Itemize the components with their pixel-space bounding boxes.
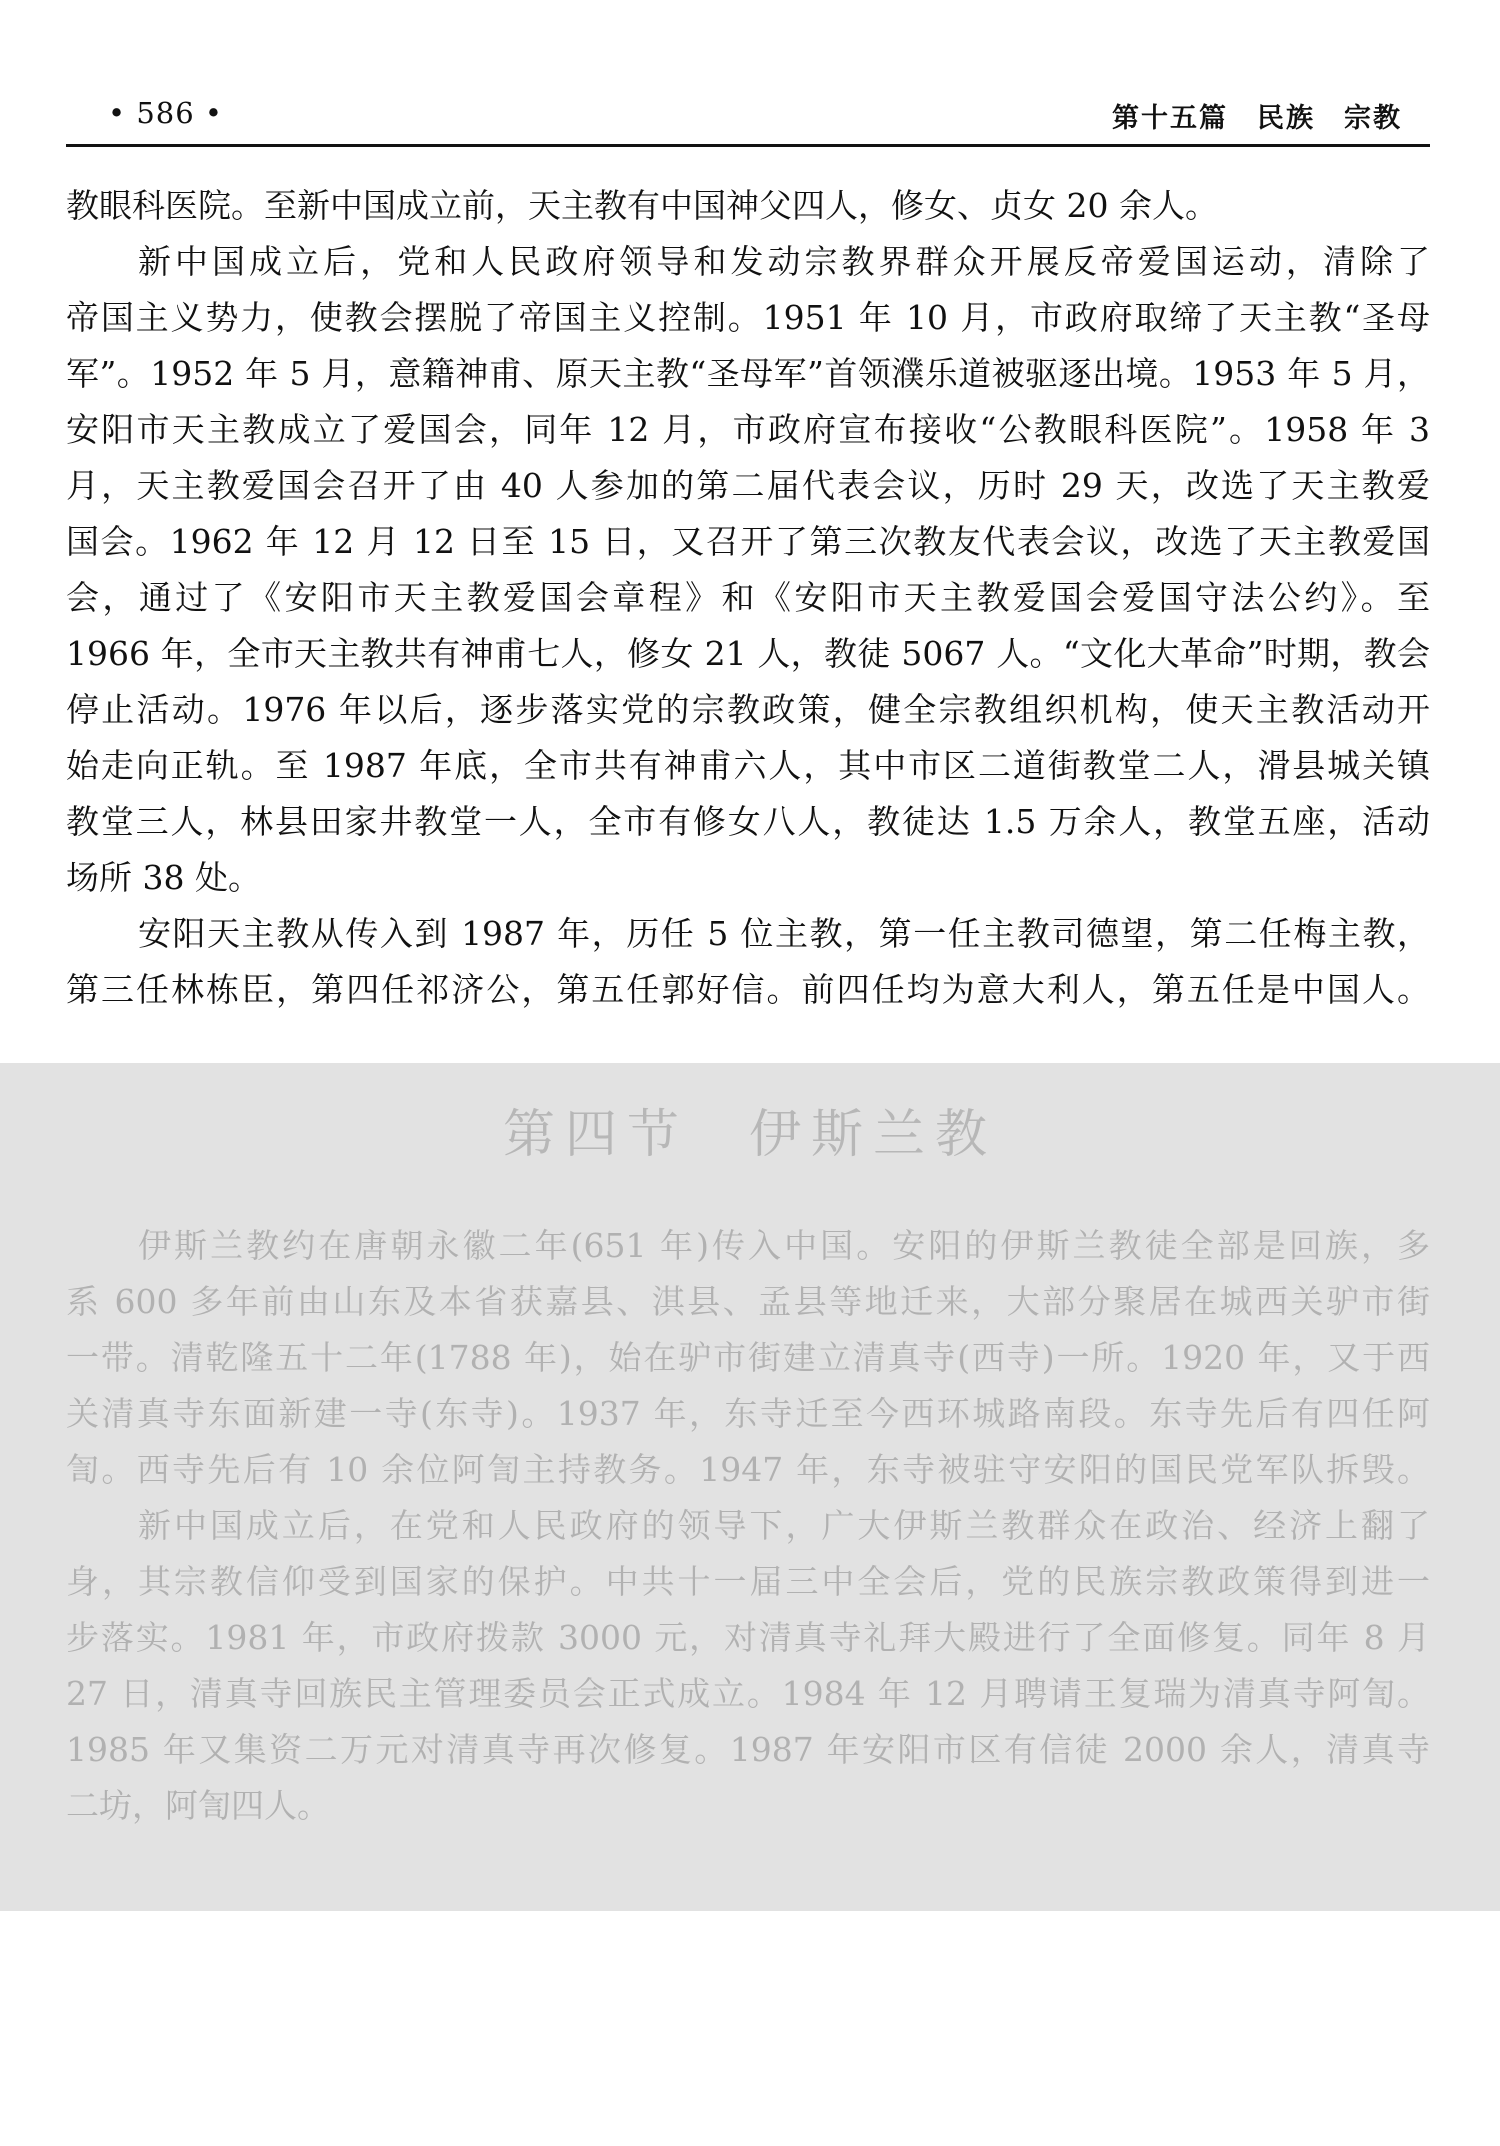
text-line: 新中国成立后，在党和人民政府的领导下，广大伊斯兰教群众在政治、经济上翻了 [138,1506,1430,1545]
text-line: 始走向正轨。至 1987 年底，全市共有神甫六人，其中市区二道街教堂二人，滑县城关镇 [66,746,1430,785]
text-line: 二坊，阿訇四人。 [66,1786,330,1825]
page-header [66,94,1430,147]
text-line: 新中国成立后，党和人民政府领导和发动宗教界群众开展反帝爱国运动，清除了 [138,242,1430,281]
text-line: 一带。清乾隆五十二年(1788 年)，始在驴市街建立清真寺(西寺)一所。1920 年，又于西 [66,1338,1430,1377]
text-line: 教眼科医院。至新中国成立前，天主教有中国神父四人，修女、贞女 20 余人。 [66,186,1218,225]
text-line: 军”。1952 年 5 月，意籍神甫、原天主教“圣母军”首领濮乐道被驱逐出境。1953 年 5 月， [66,354,1430,393]
text-line: 1966 年，全市天主教共有神甫七人，修女 21 人，教徒 5067 人。“文化大革命”时期，教会 [66,634,1430,673]
catholicism-text [66,178,1430,1018]
text-line: 訇。西寺先后有 10 余位阿訇主持教务。1947 年，东寺被驻守安阳的国民党军队拆毁。 [66,1450,1430,1489]
text-line: 系 600 多年前由山东及本省获嘉县、淇县、孟县等地迁来，大部分聚居在城西关驴市街 [66,1282,1430,1321]
section-number: 第四节 [502,1105,689,1165]
text-line: 身，其宗教信仰受到国家的保护。中共十一届三中全会后，党的民族宗教政策得到进一 [66,1562,1430,1601]
text-line: 停止活动。1976 年以后，逐步落实党的宗教政策，健全宗教组织机构，使天主教活动开 [66,690,1430,729]
text-line: 关清真寺东面新建一寺(东寺)。1937 年，东寺迁至今西环城路南段。东寺先后有四任阿 [66,1394,1430,1433]
text-line: 场所 38 处。 [66,858,261,897]
text-line: 安阳市天主教成立了爱国会，同年 12 月，市政府宣布接收“公教眼科医院”。1958 年 3 [66,410,1430,449]
text-line: 国会。1962 年 12 月 12 日至 15 日，又召开了第三次教友代表会议，改选了天主教爱国 [66,522,1430,561]
running-head: 第十五篇 民族 宗教 [1112,103,1402,134]
text-line: 步落实。1981 年，市政府拨款 3000 元，对清真寺礼拜大殿进行了全面修复。同年 8 月 [66,1618,1430,1657]
page-number: • 586 • [108,96,223,130]
section-title [0,1092,1500,1167]
text-line: 伊斯兰教约在唐朝永徽二年(651 年)传入中国。安阳的伊斯兰教徒全部是回族，多 [138,1226,1430,1265]
text-line: 27 日，清真寺回族民主管理委员会正式成立。1984 年 12 月聘请王复瑞为清真寺阿訇。 [66,1674,1430,1713]
text-line: 月，天主教爱国会召开了由 40 人参加的第二届代表会议，历时 29 天，改选了天主教爱 [66,466,1430,505]
text-line: 1985 年又集资二万元对清真寺再次修复。1987 年安阳市区有信徒 2000 余人，清真寺 [66,1730,1430,1769]
islam-text [66,1218,1430,1834]
section-name: 伊斯兰教 [749,1105,998,1165]
text-line: 会，通过了《安阳市天主教爱国会章程》和《安阳市天主教爱国会爱国守法公约》。至 [66,578,1430,617]
text-line: 帝国主义势力，使教会摆脱了帝国主义控制。1951 年 10 月，市政府取缔了天主教“圣母 [66,298,1430,337]
text-line: 第三任林栋臣，第四任祁济公，第五任郭好信。前四任均为意大利人，第五任是中国人。 [66,970,1430,1009]
text-line: 教堂三人，林县田家井教堂一人，全市有修女八人，教徒达 1.5 万余人，教堂五座，活动 [66,802,1430,841]
text-line: 安阳天主教从传入到 1987 年，历任 5 位主教，第一任主教司德望，第二任梅主教， [138,914,1430,953]
